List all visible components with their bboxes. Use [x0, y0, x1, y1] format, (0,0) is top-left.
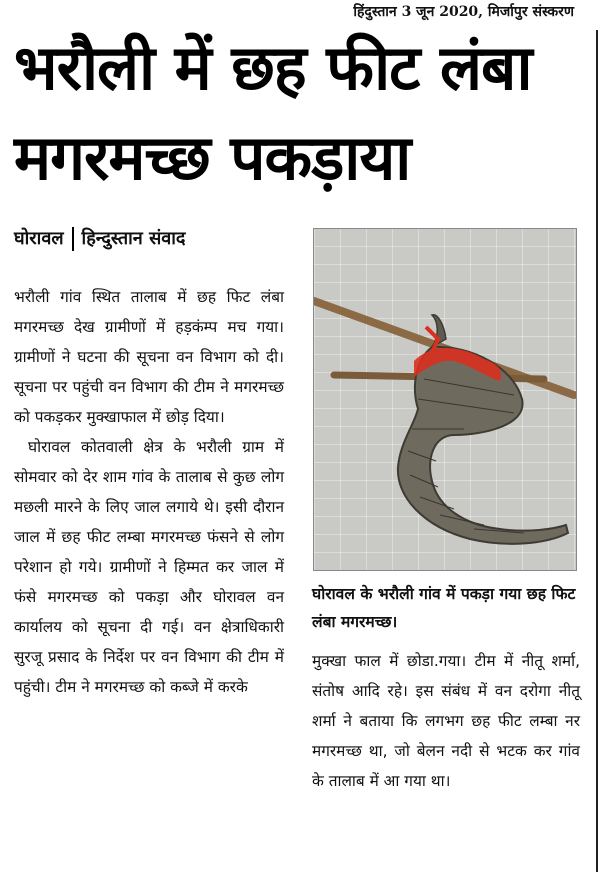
byline: [14, 226, 294, 251]
crocodile-illustration: [314, 229, 576, 570]
headline-line-1: भरौली में छह फीट लंबा: [14, 31, 532, 104]
byline-divider: [72, 227, 74, 251]
article-paragraph-1: भरौली गांव स्थित तालाब में छह फिट लंबा मगरमच्छ देख ग्रामीणों में हड़कंम्प मच गया। ग्रामीणों ने घटना की सूचना वन विभाग को दी। सूचना पर पहुंची वन विभाग की टीम ने मगरमच्छ को पकड़कर मुक्खाफाल में छोड़ दिया।: [14, 288, 284, 426]
byline-source: हिन्दुस्तान संवाद: [81, 228, 186, 249]
page-edge-rule: [596, 30, 598, 872]
crocodile-head: [432, 315, 446, 347]
article-paragraph-3: मुक्खा फाल में छोडा.गया। टीम में नीतू शर्मा, संतोष आदि रहे। इस संबंध में वन दरोगा नीतू शर्मा ने बताया कि लगभग छह फीट लम्बा नर मगरमच्छ था, जो बेलन नदी से भटक कर गांव के तालाब में आ गया था।: [312, 652, 580, 790]
crocodile-photo: [313, 228, 577, 571]
article-column-left: [14, 282, 284, 702]
article-column-right: [312, 646, 580, 796]
photo-caption: घोरावल के भरौली गांव में पकड़ा गया छह फिट लंबा मगरमच्छ।: [312, 585, 576, 631]
article-paragraph-2: घोरावल कोतवाली क्षेत्र के भरौली ग्राम में सोमवार को देर शाम गांव के तालाब से कुछ लोग मछली मारने के लिए जाल लगाये थे। इसी दौरान जाल में छह फीट लम्बा मगरमच्छ फंसने से लोग परेशान हो गये। ग्रामीणों ने हिम्मत कर जाल में फंसे मगरमच्छ को पकड़ा और घोरावल वन कार्यालय को सूचना दी गई। वन क्षेत्राधिकारी सुरजू प्रसाद के निर्देश पर वन विभाग की टीम में पहुंची। टीम ने मगरमच्छ को कब्जे में करके: [14, 438, 284, 696]
byline-place: घोरावल: [14, 228, 64, 249]
edition-line: हिंदुस्तान 3 जून 2020, मिर्जापुर संस्करण: [353, 4, 574, 20]
headline-line-2: मगरमच्छ पकड़ाया: [14, 121, 411, 194]
